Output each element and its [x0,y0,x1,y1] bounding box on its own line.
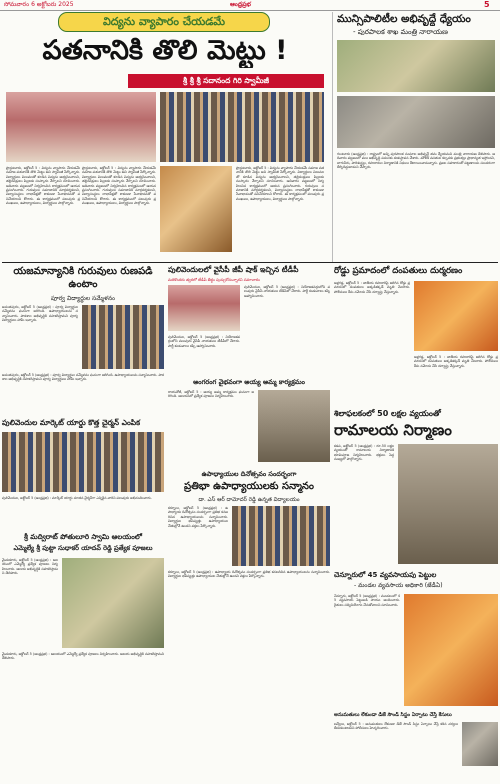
main-headline: పతనానికి తొలి మెట్టు ! [42,35,288,66]
section-a-headline: యజమాన్యానికి గురువులు రుణపడి ఉంటాం [13,266,153,290]
right-top-story [332,12,499,262]
section-d-headline: రామాలయ నిర్మాణం [334,421,452,439]
right-top-subhead: - పురపాలక శాఖ మంత్రి నారాయణ [353,28,448,36]
section-e [2,418,164,530]
section-i-photo [404,594,498,706]
main-kicker: విద్యను వ్యాపారం చేయడమే [102,15,226,28]
section-j [334,712,498,782]
section-f-photo [258,390,330,462]
section-f-body: రాయచోటి, అక్టోబర్ 5 : అయ్య అమ్మ కార్యక్రమం ఘనంగా జరిగింది. ఆలయంలో ప్రత్యేక పూజలు నిర్వహించారు. [168,390,254,399]
page-header [0,0,500,11]
section-g-photo [232,506,330,566]
right-top-headline: మున్సిపాలిటీల అభివృద్ధే ధ్యేయం [337,13,471,25]
section-c [334,265,498,405]
section-a-body: అనంతపురం, అక్టోబర్ 5 (ఆంధ్రప్రభ) : పూర్వ విద్యార్థుల సమ్మేళనం ఘనంగా జరిగింది. ఉపాధ్యాయులను సన్మానించారు. పాఠశాల అభివృద్ధికి సహకరిస్తామని పూర్వ విద్యార్థులు హామీ ఇచ్చారు. [2,305,78,323]
section-j-headline: అనుమతులు లేకుండా డీజే సౌండ్ సిస్టం ఏర్పాటు చేస్తే కేసులు [334,712,452,718]
section-f-kicker: అంగరంగ వైభవంగా అయ్య అమ్మ కార్యక్రమం [193,378,305,386]
section-g-subhead: డా. ఎస్ ఆర్ దామోదర్ రెడ్డి ఉన్నత విద్యాలయం [198,497,300,503]
section-i-headline: చెన్నూరులో 45 వ్యవసాయపు పెట్టుల [334,571,437,579]
section-g [168,470,330,782]
section-c-photo [414,281,498,351]
section-a-subhead: పూర్వ విద్యార్థుల సమ్మేళనం [50,295,116,302]
section-d-body: కడప, అక్టోబర్ 5 (ఆంధ్రప్రభ) : రూ.50 లక్షల వ్యయంతో రామాలయ నిర్మాణానికి భూమిపూజ నిర్వహించారు. భక్తులు పెద్ద సంఖ్యలో పాల్గొన్నారు. [334,444,394,462]
section-b-photo [168,285,240,331]
section-b-body-2: పులివెందుల, అక్టోబర్ 5 (ఆంధ్రప్రభ) : నియోజకవర్గంలోని పలువురు వైసీపీ నాయకులు టీడీపీలో చేరారు. పార్టీ కండువాలు కప్పి ఆహ్వానించారు. [168,335,240,348]
section-a [2,265,164,415]
section-b-headline: పులివెందులలో వైసీపీ జీపీ షాక్ ఇచ్చిన టీడీపీ [168,265,299,274]
section-i-body: చెన్నూరు, అక్టోబర్ 5 (ఆంధ్రప్రభ) : మండలంలో 45 వ్యవసాయ పెట్టుబడి సాయం అందించారు. రైతులు సద్వినియోగం చేసుకోవాలని సూచించారు. [334,594,400,607]
section-b-body: పులివెందుల, అక్టోబర్ 5 (ఆంధ్రప్రభ) : నియోజకవర్గంలోని పలువురు వైసీపీ నాయకులు టీడీపీలో చేరారు. పార్టీ కండువాలు కప్పి ఆహ్వానించారు. [244,285,330,298]
section-d [334,408,498,568]
section-j-body: బద్వేలు, అక్టోబర్ 5 : అనుమతులు లేకుండా డీజే సౌండ్ సిస్టం ఏర్పాటు చేస్తే కఠిన చర్యలు తీసుకుంటామని పోలీసులు హెచ్చరించారు. [334,722,458,731]
section-h-body-2: మైదుకూరు, అక్టోబర్ 5 (ఆంధ్రప్రభ) : ఆలయంలో ఎమ్మెల్యే ప్రత్యేక పూజలు నిర్వహించారు. ఆలయ అభివృద్ధికి సహకరిస్తామని తెలిపారు. [2,652,164,661]
main-body-col3: ప్రొద్దుటూరు, అక్టోబర్ 5 : విద్యను వ్యాపారం చేయడమే సమాజ పతనానికి తొలి మెట్టు అని స్వామీజీ పేర్కొన్నారు. విద్యార్థులు విలువలతో కూడిన విద్యను అభ్యసించాలని, తల్లిదండ్రులు పిల్లలకు సంస్కారం నేర్పాలని సూచించారు. ఆదివారం పట్టణంలో నిర్వహించిన కార్యక్రమంలో ఆయన ప్రసంగించారు. గురువులు సమాజానికి మార్గదర్శకులని, విద్యాసంస్థలు లాభాపేక్షతో కాకుండా సేవాభావంతో పనిచేయాలని కోరారు. ఈ కార్యక్రమంలో పలువురు ప్రముఖులు, ఉపాధ్యాయులు, విద్యార్థులు పాల్గొన్నారు. [236,166,324,201]
main-byline-bar [128,74,324,88]
main-photo-stage [6,92,156,162]
section-c-body-2: ఆళ్లగడ్డ, అక్టోబర్ 5 : జాతీయ రహదారిపై జరిగిన రోడ్డు ప్రమాదంలో దంపతులు అక్కడికక్కడే మృతి చెందారు. పోలీసులు కేసు నమోదు చేసి దర్యాప్తు చేస్తున్నారు. [414,355,498,368]
section-e-body: పులివెందుల, అక్టోబర్ 5 (ఆంధ్రప్రభ) : మార్కెట్ యార్డు నూతన చైర్మన్‌గా ఎన్నికైన వారిని పలువురు అభినందించారు. [2,496,152,500]
section-d-photo [398,444,498,564]
header-page-number: 5 [484,0,490,9]
section-h [2,532,164,782]
section-e-headline: పులివెందుల మార్కెట్ యార్డు కొత్త చైర్మన్ ఎంపిక [2,418,141,427]
section-c-headline: రోడ్డు ప్రమాదంలో దంపతులు దుర్మరణం [334,266,463,276]
section-d-kicker: శిలాఫలకంలో 50 లక్షల వ్యయంతో [334,409,441,418]
main-byline: శ్రీ శ్రీ శ్రీ సదానంద గిరి స్వామీజీ [182,76,270,85]
section-h-photo [62,558,164,648]
section-h-headline: శ్రీ మద్విరాట్ పోతులూరి స్వామి ఆలయంలో [24,533,142,541]
section-g-body: కర్నూలు, అక్టోబర్ 5 (ఆంధ్రప్రభ) : ఉపాధ్యాయ దినోత్సవం సందర్భంగా ప్రతిభ కనబరిచిన ఉపాధ్యాయులను సన్మానించారు. విద్యార్థుల భవిష్యత్తు ఉపాధ్యాయుల చేతుల్లోనే ఉందని వక్తలు పేర్కొన్నారు. [168,506,228,528]
section-b-tagline: మరికొందరు త్వరలో టీడీపీ తీర్థం పుచ్చుకోనున్నారని సమాచారం [168,277,260,282]
header-brand: ఆంధ్రప్రభ [230,1,251,8]
main-body-col2: ప్రొద్దుటూరు, అక్టోబర్ 5 : విద్యను వ్యాపారం చేయడమే సమాజ పతనానికి తొలి మెట్టు అని స్వామీజీ పేర్కొన్నారు. విద్యార్థులు విలువలతో కూడిన విద్యను అభ్యసించాలని, తల్లిదండ్రులు పిల్లలకు సంస్కారం నేర్పాలని సూచించారు. ఆదివారం పట్టణంలో నిర్వహించిన కార్యక్రమంలో ఆయన ప్రసంగించారు. గురువులు సమాజానికి మార్గదర్శకులని, విద్యాసంస్థలు లాభాపేక్షతో కాకుండా సేవాభావంతో పనిచేయాలని కోరారు. ఈ కార్యక్రమంలో పలువురు ప్రముఖులు, ఉపాధ్యాయులు, విద్యార్థులు పాల్గొన్నారు. [82,166,156,206]
main-body-col1: ప్రొద్దుటూరు, అక్టోబర్ 5 : విద్యను వ్యాపారం చేయడమే సమాజ పతనానికి తొలి మెట్టు అని స్వామీజీ పేర్కొన్నారు. విద్యార్థులు విలువలతో కూడిన విద్యను అభ్యసించాలని, తల్లిదండ్రులు పిల్లలకు సంస్కారం నేర్పాలని సూచించారు. ఆదివారం పట్టణంలో నిర్వహించిన కార్యక్రమంలో ఆయన ప్రసంగించారు. గురువులు సమాజానికి మార్గదర్శకులని, విద్యాసంస్థలు లాభాపేక్షతో కాకుండా సేవాభావంతో పనిచేయాలని కోరారు. ఈ కార్యక్రమంలో పలువురు ప్రముఖులు, ఉపాధ్యాయులు, విద్యార్థులు పాల్గొన్నారు. [6,166,80,206]
right-top-photo-event [337,96,495,148]
main-kicker-banner [58,12,270,32]
section-g-body-2: కర్నూలు, అక్టోబర్ 5 (ఆంధ్రప్రభ) : ఉపాధ్యాయ దినోత్సవం సందర్భంగా ప్రతిభ కనబరిచిన ఉపాధ్యాయులను సన్మానించారు. విద్యార్థుల భవిష్యత్తు ఉపాధ్యాయుల చేతుల్లోనే ఉందని వక్తలు పేర్కొన్నారు. [168,570,330,579]
section-h-subhead: ఎమ్మెల్యే శ్రీ పుట్టా సుధాకర్ యాదవ్ రెడ్డి ప్రత్యేక పూజలు [13,544,153,552]
section-g-headline: ప్రతిభా ఉపాధ్యాయులకు సన్మానం [183,481,314,492]
section-i-subhead: - మండల వ్యవసాయ అధికారి (జేడీఏ) [354,582,443,589]
section-g-kicker: ఉపాధ్యాయుల దినోత్సవం సందర్భంగా [201,470,297,478]
section-j-photo-officer [462,722,498,766]
section-b [168,265,330,375]
section-a-body-2: అనంతపురం, అక్టోబర్ 5 (ఆంధ్రప్రభ) : పూర్వ విద్యార్థుల సమ్మేళనం ఘనంగా జరిగింది. ఉపాధ్యాయులను సన్మానించారు. పాఠశాల అభివృద్ధికి సహకరిస్తామని పూర్వ విద్యార్థులు హామీ ఇచ్చారు. [2,373,164,382]
right-top-photo-minister [337,40,495,92]
header-date: సోమవారం 6 అక్టోబరు 2025 [4,1,74,8]
main-photo-swamiji [160,166,232,252]
section-c-body: ఆళ్లగడ్డ, అక్టోబర్ 5 : జాతీయ రహదారిపై జరిగిన రోడ్డు ప్రమాదంలో దంపతులు అక్కడికక్కడే మృతి చెందారు. పోలీసులు కేసు నమోదు చేసి దర్యాప్తు చేస్తున్నారు. [334,281,410,294]
section-a-photo [82,305,164,369]
main-story [2,12,328,260]
section-f [168,378,330,468]
section-h-body: మైదుకూరు, అక్టోబర్ 5 (ఆంధ్రప్రభ) : ఆలయంలో ఎమ్మెల్యే ప్రత్యేక పూజలు నిర్వహించారు. ఆలయ అభివృద్ధికి సహకరిస్తామని తెలిపారు. [2,558,58,576]
section-e-photo [2,432,164,492]
section-i [334,570,498,710]
right-top-body: గుంటూరు (ఆంధ్రప్రభ) : రాష్ట్రంలో అన్ని పురపాలక సంఘాల అభివృద్ధే తమ ధ్యేయమని మంత్రి నారాయణ తెలిపారు. ఆదివారం పట్టణంలో పలు అభివృద్ధి పనులకు శంకుస్థాపన చేశారు. మౌలిక వసతుల కల్పనకు ప్రభుత్వం ప్రాధాన్యత ఇస్తోందని, తాగునీరు, పారిశుద్ధ్యం, రహదారుల నిర్మాణానికి నిధులు కేటాయించామన్నారు. ప్రజల సహకారంతో పట్టణాలను సుందరంగా తీర్చిదిద్దుతామని చెప్పారు. [337,152,495,170]
divider-top [2,262,498,263]
main-photo-guests [160,92,324,162]
